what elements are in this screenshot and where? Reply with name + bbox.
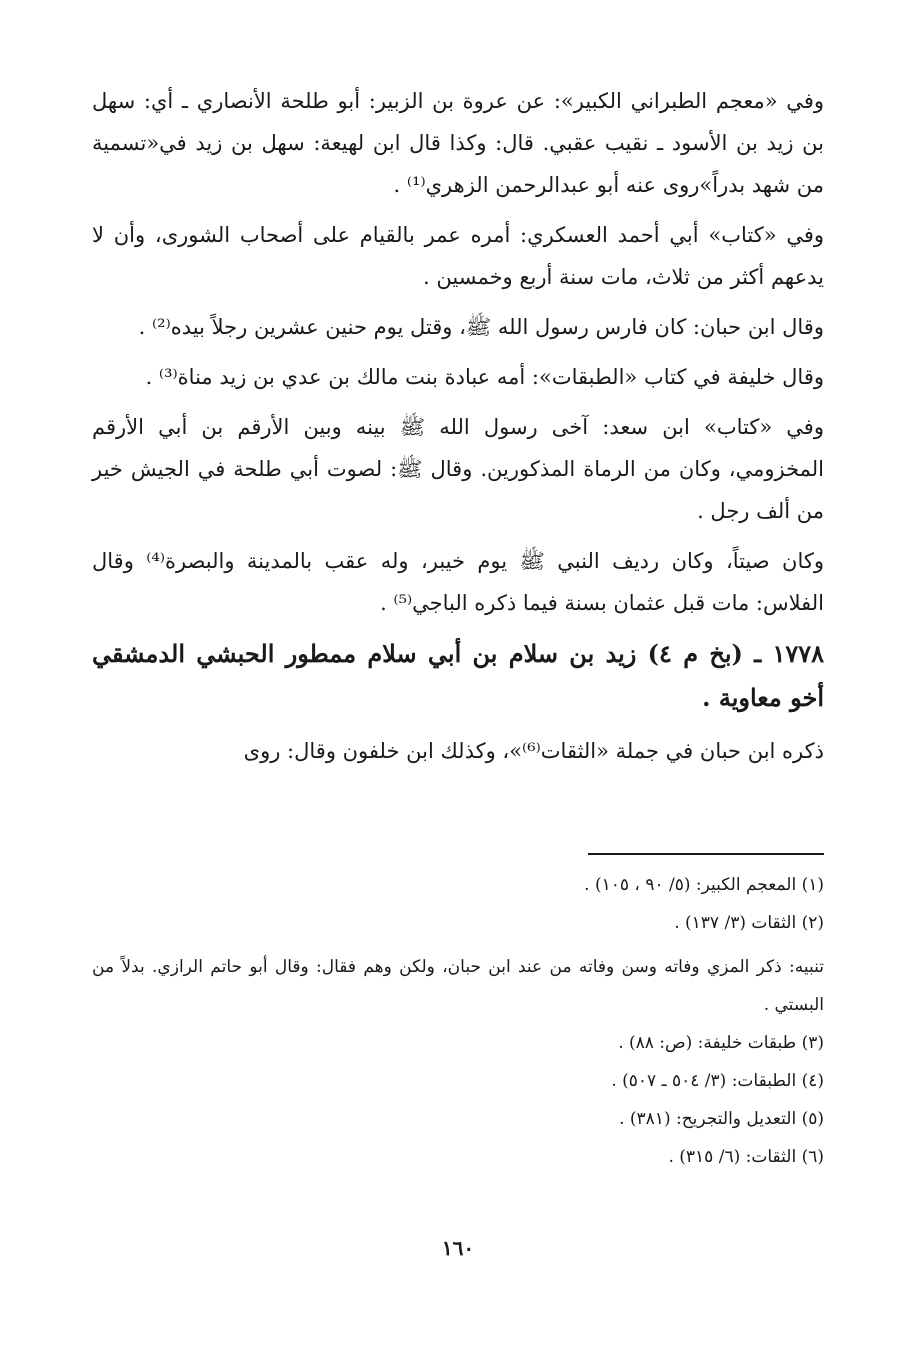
footnote: (٥) التعديل والتجريح: (٣٨١) .	[619, 1109, 824, 1129]
paragraph: وقال خليفة في كتاب «الطبقات»: أمه عبادة بنت مالك بن عدي بن زيد مناة⁽³⁾ .	[145, 365, 824, 389]
paragraph: ذكره ابن حبان في جملة «الثقات⁽⁶⁾»، وكذلك ابن خلفون وقال: روى	[243, 739, 824, 763]
footnote-remark: تنبيه: ذكر المزي وفاته وسن وفاته من عند ابن حبان، ولكن وهم فقال: وقال أبو حاتم الرازي. بدلاً من البستي .	[92, 957, 824, 1015]
footnote: (٢) الثقات (٣/ ١٣٧) .	[674, 913, 824, 933]
page-number: ١٦٠	[441, 1236, 475, 1260]
paragraph: وقال ابن حبان: كان فارس رسول الله ﷺ، وقتل يوم حنين عشرين رجلاً بيده⁽²⁾ .	[138, 315, 824, 339]
footnotes	[92, 866, 824, 1176]
paragraph: وفي «كتاب» ابن سعد: آخى رسول الله ﷺ بينه وبين الأرقم بن أبي الأرقم المخزومي، وكان من الرماة المذكورين. وقال ﷺ: لصوت أبي طلحة في الجيش خير من ألف رجل .	[92, 415, 824, 523]
paragraph: وفي «كتاب» أبي أحمد العسكري: أمره عمر بالقيام على أصحاب الشورى، وأن لا يدعهم أكثر من ثلاث، مات سنة أربع وخمسين .	[92, 223, 824, 289]
footnote: (١) المعجم الكبير: (٥/ ٩٠ ، ١٠٥) .	[584, 875, 824, 895]
entry-heading: ١٧٧٨ ـ (بخ م ٤) زيد بن سلام بن أبي سلام ممطور الحبشي الدمشقي أخو معاوية .	[92, 639, 824, 712]
paragraph: وفي «معجم الطبراني الكبير»: عن عروة بن الزبير: أبو طلحة الأنصاري ـ أي: سهل بن زيد بن الأسود ـ نقيب عقبي. قال: وكذا قال ابن لهيعة: سهل بن زيد في«تسمية من شهد بدراً»روى عنه أبو عبدالرحمن الزهري⁽¹⁾ .	[92, 89, 824, 197]
main-text	[92, 80, 824, 780]
footnote: (٦) الثقات: (٦/ ٣١٥) .	[668, 1147, 824, 1167]
footnote-divider	[588, 853, 824, 855]
footnote: (٤) الطبقات: (٣/ ٥٠٤ ـ ٥٠٧) .	[611, 1071, 824, 1091]
footnote: (٣) طبقات خليفة: (ص: ٨٨) .	[618, 1033, 824, 1053]
paragraph: وكان صيتاً، وكان رديف النبي ﷺ يوم خيبر، وله عقب بالمدينة والبصرة⁽⁴⁾ وقال الفلاس: مات قبل عثمان بسنة فيما ذكره الباجي⁽⁵⁾ .	[92, 549, 824, 615]
